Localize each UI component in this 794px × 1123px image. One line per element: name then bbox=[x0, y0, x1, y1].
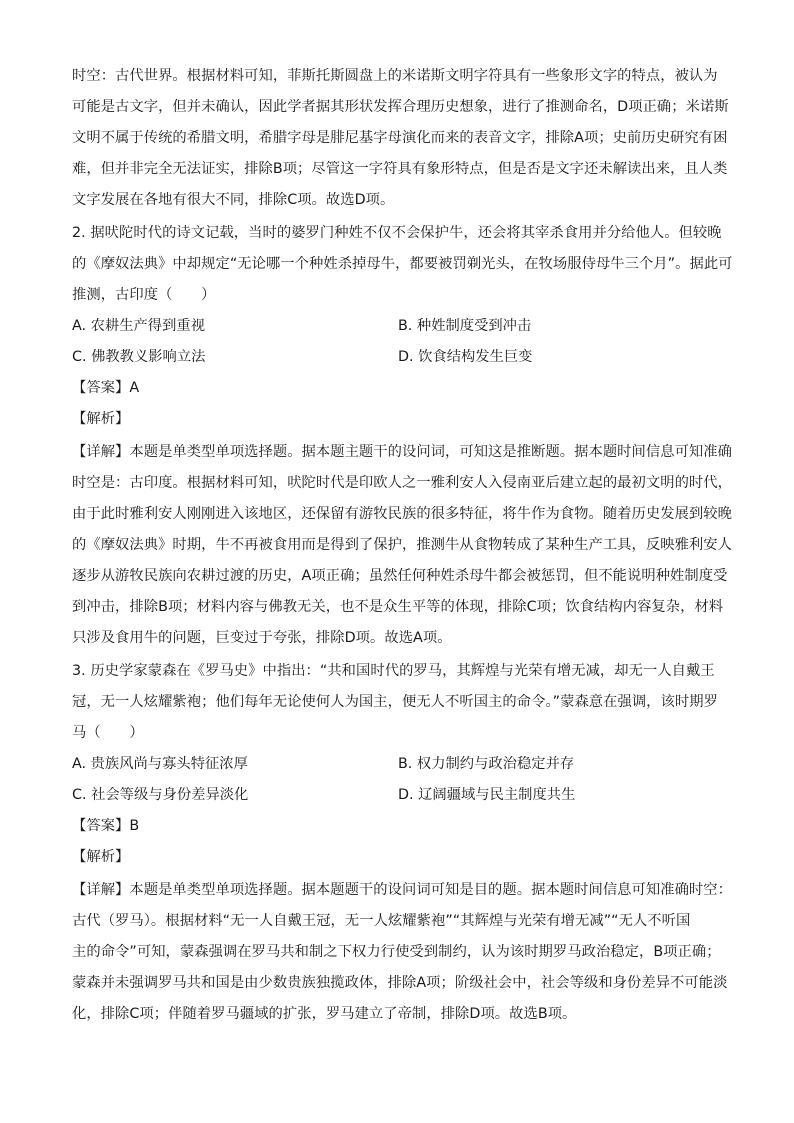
q3-option-b: B. 权力制约与政治稳定并存 bbox=[398, 756, 575, 772]
intro-line: 文明不属于传统的希腊文明，希腊字母是腓尼基字母演化而来的表音文字，排除A项；史前历史研究有困 bbox=[72, 130, 728, 146]
q2-option-b: B. 种姓制度受到冲击 bbox=[398, 318, 532, 334]
q2-detail-line: 由于此时雅利安人刚刚进入该地区，还保留有游牧民族的很多特征，将牛作为食物。随着历史发展到较晚 bbox=[72, 506, 732, 522]
q3-stem-line: 冠，无一人炫耀紫袍；他们每年无论使何人为国主，便无人不听国主的命令。”蒙森意在强调，该时期罗 bbox=[72, 694, 718, 710]
q2-analysis-label: 【解析】 bbox=[72, 411, 130, 427]
q3-answer: 【答案】B bbox=[72, 818, 140, 834]
q2-detail-line: 【详解】本题是单类型单项选择题。据本题主题干的设问词，可知这是推断题。据本题时间信息可知准确 bbox=[72, 444, 732, 460]
q3-option-d: D. 辽阔疆域与民主制度共生 bbox=[398, 787, 576, 803]
q2-stem-line: 推测，古印度（ ） bbox=[72, 287, 216, 303]
intro-line: 时空：古代世界。根据材料可知，菲斯托斯圆盘上的米诺斯文明字符具有一些象形文字的特点，被认为 bbox=[72, 68, 718, 84]
q3-stem-line: 马（ ） bbox=[72, 725, 144, 741]
q2-detail-line: 逐步从游牧民族向农耕过渡的历史，A项正确；虽然任何种姓杀母牛都会被惩罚，但不能说明种姓制度受 bbox=[72, 568, 728, 584]
q2-detail-line: 只涉及食用牛的问题，巨变过于夸张，排除D项。故选A项。 bbox=[72, 630, 452, 646]
q2-option-d: D. 饮食结构发生巨变 bbox=[398, 349, 533, 365]
q3-detail-line: 蒙森并未强调罗马共和国是由少数贵族独揽政体，排除A项；阶级社会中，社会等级和身份差异不可能淡 bbox=[72, 975, 728, 991]
q3-detail-line: 【详解】本题是单类型单项选择题。据本题题干的设问词可知是目的题。据本题时间信息可知准确时空： bbox=[72, 882, 732, 898]
q2-option-c: C. 佛教教义影响立法 bbox=[72, 349, 206, 365]
q2-answer: 【答案】A bbox=[72, 380, 140, 396]
q2-detail-line: 到冲击，排除B项；材料内容与佛教无关，也不是众生平等的体现，排除C项；饮食结构内容复杂，材料 bbox=[72, 599, 724, 615]
q2-detail-line: 的《摩奴法典》时期，牛不再被食用而是得到了保护，推测牛从食物转成了某种生产工具，反映雅利安人 bbox=[72, 537, 732, 553]
q2-option-a: A. 农耕生产得到重视 bbox=[72, 318, 205, 334]
q3-analysis-label: 【解析】 bbox=[72, 849, 130, 865]
q3-detail-line: 化，排除C项；伴随着罗马疆域的扩张，罗马建立了帝制，排除D项。故选B项。 bbox=[72, 1006, 577, 1022]
q3-detail-line: 古代（罗马）。根据材料“无一人自戴王冠，无一人炫耀紫袍”“其辉煌与光荣有增无减”“无人不听国 bbox=[72, 913, 691, 929]
intro-line: 文字发展在各地有很大不同，排除C项。故选D项。 bbox=[72, 192, 395, 208]
q2-stem-line: 的《摩奴法典》中却规定“无论哪一个种姓杀掉母牛，都要被罚剃光头，在牧场服侍母牛三个月”。据此可 bbox=[72, 256, 733, 272]
intro-line: 可能是古文字，但并未确认，因此学者据其形状发挥合理历史想象，进行了推测命名，D项正确；米诺斯 bbox=[72, 99, 729, 115]
q3-detail-line: 主的命令”可知，蒙森强调在罗马共和制之下权力行使受到制约，认为该时期罗马政治稳定，B项正确； bbox=[72, 944, 721, 960]
q2-stem-line: 2. 据吠陀时代的诗文记载，当时的婆罗门种姓不仅不会保护牛，还会将其宰杀食用并分给他人。但较晚 bbox=[72, 225, 722, 241]
q3-option-c: C. 社会等级与身份差异淡化 bbox=[72, 787, 249, 803]
q3-stem-line: 3. 历史学家蒙森在《罗马史》中指出：“共和国时代的罗马，其辉煌与光荣有增无减，却无一人自戴王 bbox=[72, 663, 715, 679]
intro-line: 难，但并非完全无法证实，排除B项；尽管这一字符具有象形特点，但是否是文字还未解读出来，且人类 bbox=[72, 161, 728, 177]
q3-option-a: A. 贵族风尚与寡头特征浓厚 bbox=[72, 756, 248, 772]
q2-detail-line: 时空是：古印度。根据材料可知，吠陀时代是印欧人之一雅利安人入侵南亚后建立起的最初文明的时代， bbox=[72, 475, 732, 491]
